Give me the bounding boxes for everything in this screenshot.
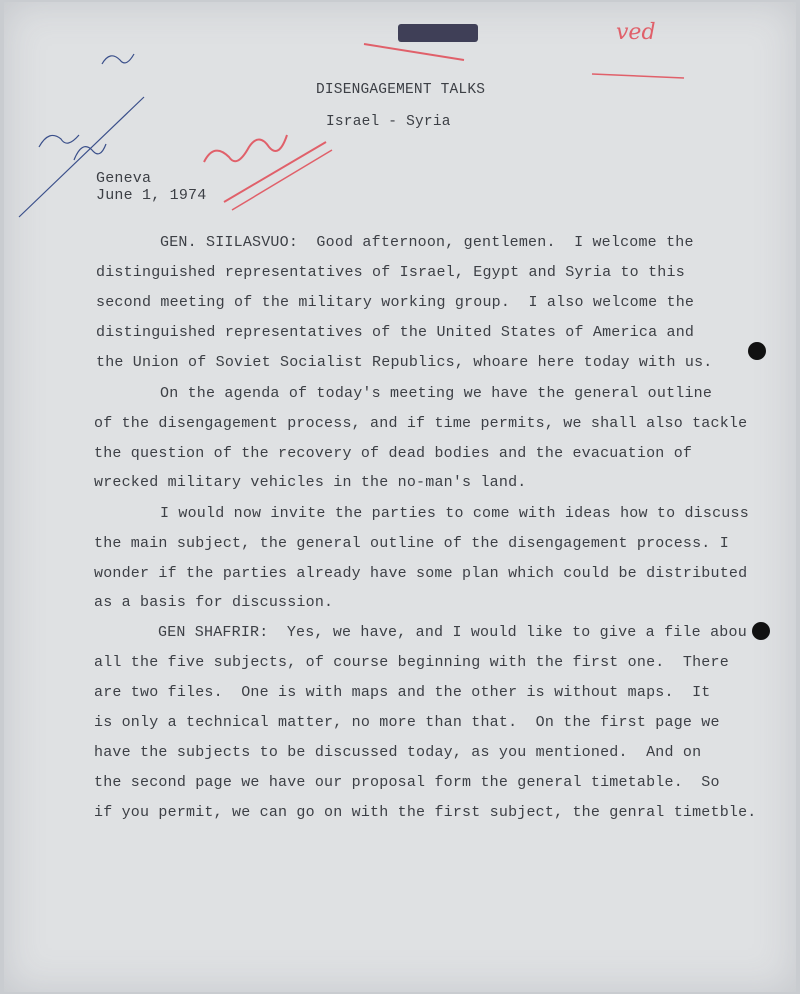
blue-ink-scribble xyxy=(74,144,106,160)
hebrew-handwriting-mark xyxy=(204,135,287,162)
location: Geneva xyxy=(96,170,152,187)
text-line: GEN. SIILASVUO: Good afternoon, gentlemen. I welcome the xyxy=(160,234,694,251)
text-line: if you permit, we can go on with the first subject, the genral timetble. xyxy=(94,804,757,821)
document-subtitle: Israel - Syria xyxy=(326,114,451,130)
text-line: the question of the recovery of dead bodies and the evacuation of xyxy=(94,445,693,462)
date: June 1, 1974 xyxy=(96,187,207,204)
text-line: GEN SHAFRIR: Yes, we have, and I would like to give a file abou xyxy=(158,624,747,641)
text-line: is only a technical matter, no more than that. On the first page we xyxy=(94,714,720,731)
red-pencil-stroke xyxy=(364,44,464,60)
red-pencil-stroke xyxy=(232,150,332,210)
text-line: wonder if the parties already have some plan which could be distributed xyxy=(94,565,748,582)
red-handwritten-note: ved xyxy=(616,20,656,45)
annotation-layer xyxy=(4,2,796,992)
text-line: second meeting of the military working group. I also welcome the xyxy=(96,294,695,311)
text-line: the second page we have our proposal form the general timetable. So xyxy=(94,774,720,791)
redaction-block xyxy=(398,24,478,42)
text-line: of the disengagement process, and if time permits, we shall also tackle xyxy=(94,415,748,432)
text-line: the main subject, the general outline of the disengagement process. I xyxy=(94,535,729,552)
text-line: the Union of Soviet Socialist Republics, whoare here today with us. xyxy=(96,354,713,371)
text-line: have the subjects to be discussed today, as you mentioned. And on xyxy=(94,744,702,761)
blue-ink-scribble xyxy=(39,135,79,147)
text-line: On the agenda of today's meeting we have the general outline xyxy=(160,385,713,402)
text-line: I would now invite the parties to come with ideas how to discuss xyxy=(160,505,749,522)
blue-ink-scribble xyxy=(102,54,134,64)
text-line: as a basis for discussion. xyxy=(94,594,334,611)
text-line: distinguished representatives of Israel, Egypt and Syria to this xyxy=(96,264,685,281)
text-line: are two files. One is with maps and the other is without maps. It xyxy=(94,684,711,701)
text-line: all the five subjects, of course beginning with the first one. There xyxy=(94,654,729,671)
text-line: wrecked military vehicles in the no-man's land. xyxy=(94,474,527,491)
red-pencil-underline xyxy=(592,74,684,78)
document-page xyxy=(4,2,796,992)
document-title: DISENGAGEMENT TALKS xyxy=(316,82,486,98)
text-line: distinguished representatives of the United States of America and xyxy=(96,324,695,341)
punch-hole xyxy=(748,342,766,360)
punch-hole xyxy=(752,622,770,640)
